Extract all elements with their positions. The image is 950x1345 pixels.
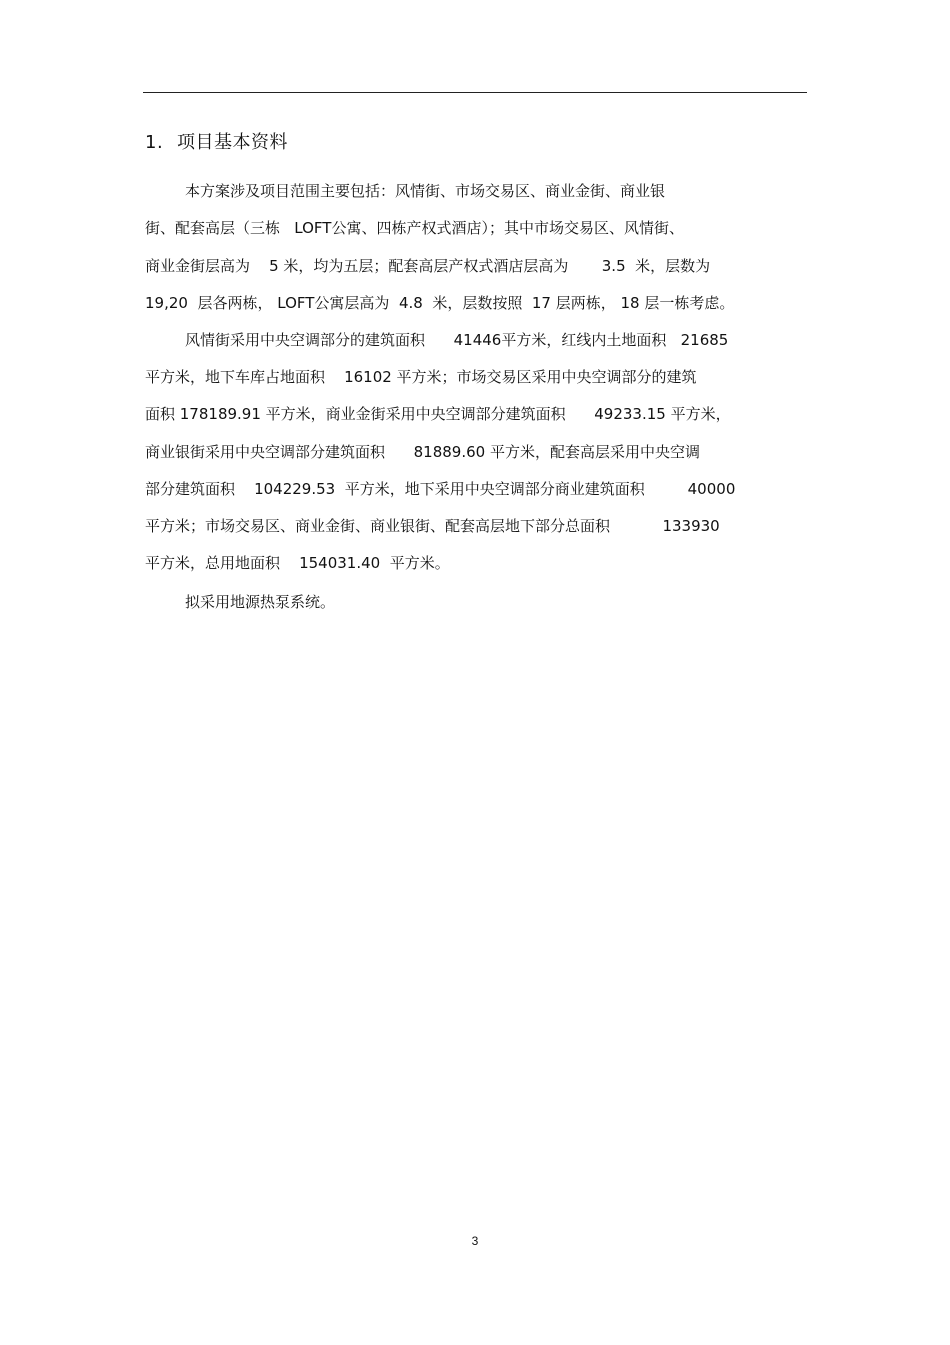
paragraph-2-line-4: 商业银街采用中央空调部分建筑面积 81889.60 平方米，配套高层采用中央空调 (145, 443, 700, 461)
section-title: 项目基本资料 (177, 132, 288, 153)
paragraph-2-line-2: 平方米，地下车库占地面积 16102 平方米；市场交易区采用中央空调部分的建筑 (145, 368, 697, 386)
paragraph-1-line-3: 商业金街层高为 5 米，均为五层；配套高层产权式酒店层高为 3.5 米，层数为 (145, 257, 711, 275)
page-number: 3 (471, 1234, 479, 1248)
paragraph-3-line-1: 拟采用地源热泵系统。 (185, 593, 336, 611)
section-heading (145, 130, 288, 156)
paragraph-2-line-1: 风情街采用中央空调部分的建筑面积 41446平方米，红线内土地面积 21685 (185, 331, 729, 349)
paragraph-1-line-1: 本方案涉及项目范围主要包括：风情街、市场交易区、商业金街、商业银 (185, 182, 666, 200)
paragraph-1-line-4: 19,20 层各两栋， LOFT公寓层高为 4.8 米，层数按照 17 层两栋， 18 层一栋考虑。 (145, 294, 735, 312)
paragraph-2-line-7: 平方米，总用地面积 154031.40 平方米。 (145, 554, 450, 572)
paragraph-2-line-5: 部分建筑面积 104229.53 平方米，地下采用中央空调部分商业建筑面积 40000 (145, 480, 736, 498)
header-rule (143, 92, 807, 93)
section-number: 1. (145, 132, 164, 153)
paragraph-2-line-3: 面积 178189.91 平方米，商业金街采用中央空调部分建筑面积 49233.15 平方米， (145, 405, 731, 423)
paragraph-1-line-2: 街、配套高层（三栋 LOFT公寓、四栋产权式酒店）；其中市场交易区、风情街、 (145, 219, 684, 237)
paragraph-2-line-6: 平方米；市场交易区、商业金街、商业银街、配套高层地下部分总面积 133930 (145, 517, 720, 535)
